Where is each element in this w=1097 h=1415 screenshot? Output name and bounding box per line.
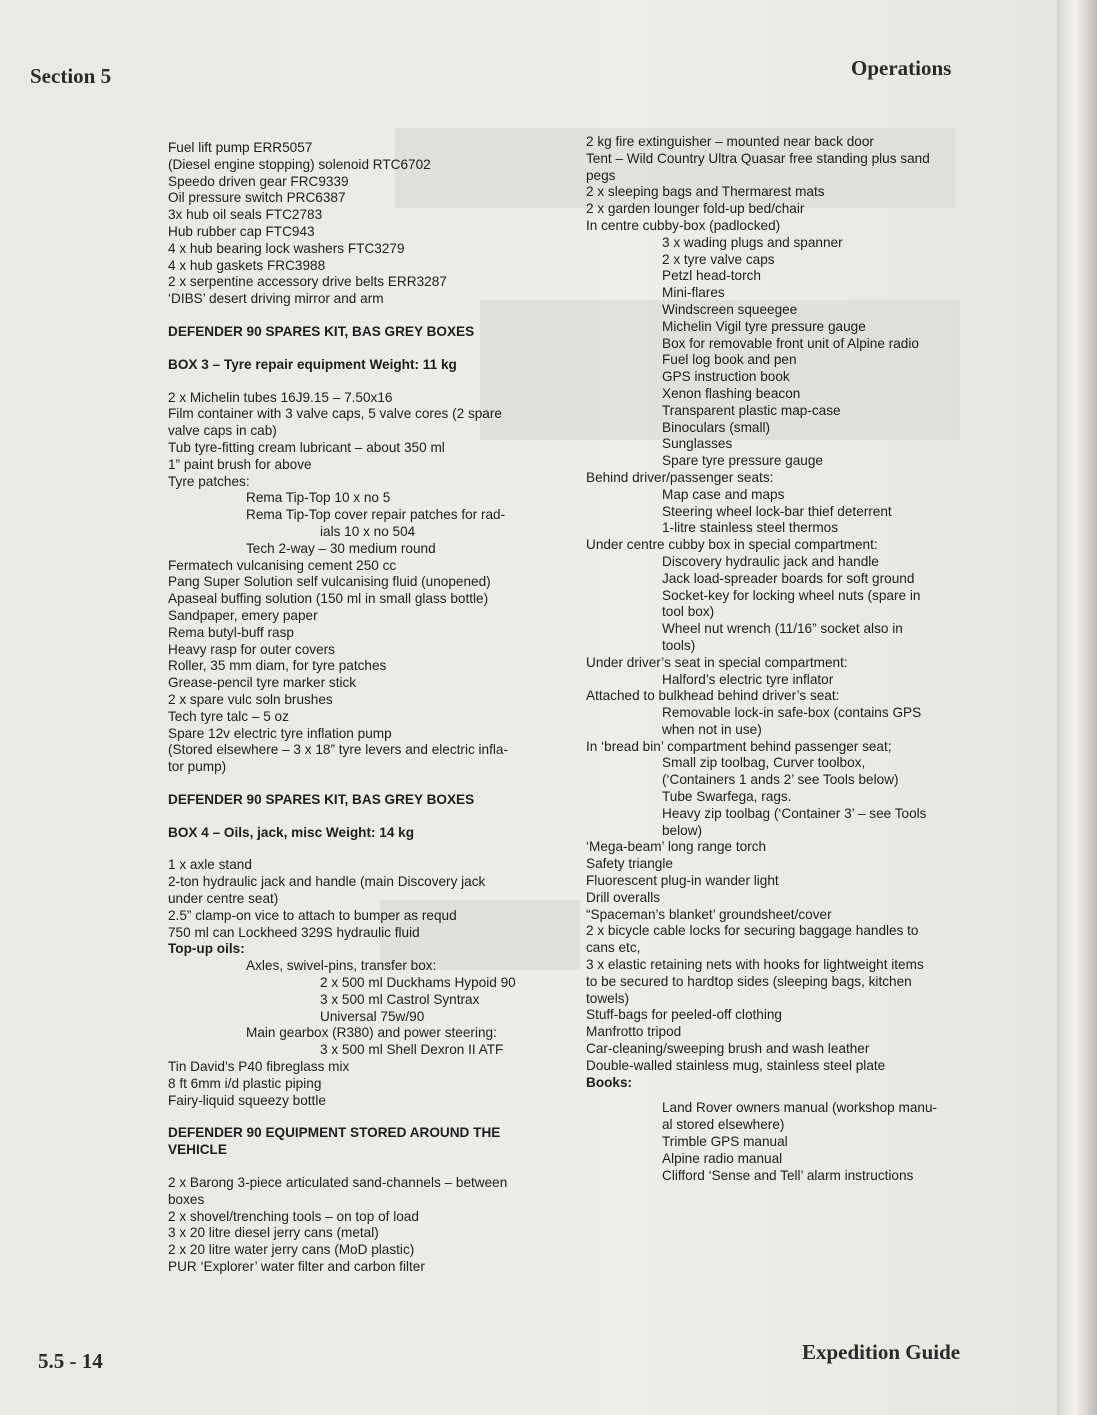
guide-title: Expedition Guide	[802, 1340, 961, 1364]
spacer	[168, 776, 558, 792]
section-heading: VEHICLE	[168, 1142, 227, 1158]
list-item: boxes	[168, 1191, 205, 1207]
list-item: Binoculars (small)	[662, 419, 771, 435]
list-item: 1 x axle stand	[168, 857, 252, 873]
list-item: tool box)	[662, 604, 715, 620]
list-item: 2 x 20 litre water jerry cans (MoD plastic)	[168, 1242, 415, 1258]
list-item: Hub rubber cap FTC943	[168, 223, 315, 239]
list-item: 3 x 500 ml Shell Dexron II ATF	[320, 1042, 504, 1058]
spacer	[168, 809, 558, 825]
spacer	[168, 341, 558, 357]
list-item: 2 x sleeping bags and Thermarest mats	[586, 184, 825, 200]
list-item: Xenon flashing beacon	[662, 385, 801, 401]
list-item: Speedo driven gear FRC9339	[168, 173, 349, 189]
list-item: Tube Swarfega, rags.	[662, 789, 792, 805]
list-item: 2 x serpentine accessory drive belts ERR3287	[168, 274, 447, 290]
list-item: 4 x hub gaskets FRC3988	[168, 257, 326, 273]
list-item: Land Rover owners manual (workshop manu-	[662, 1100, 938, 1116]
list-item: Rema Tip-Top 10 x no 5	[246, 490, 391, 506]
spacer	[168, 1109, 558, 1125]
list-item: Removable lock-in safe-box (contains GPS	[662, 705, 922, 721]
list-item: (‘Containers 1 ands 2’ see Tools below)	[662, 772, 899, 788]
list-item: “Spaceman’s blanket’ groundsheet/cover	[586, 906, 832, 922]
list-item: 750 ml can Lockheed 329S hydraulic fluid	[168, 924, 420, 940]
list-item: Fermatech vulcanising cement 250 cc	[168, 557, 397, 573]
list-item: Roller, 35 mm diam, for tyre patches	[168, 658, 387, 674]
list-item: 2 x tyre valve caps	[662, 251, 775, 267]
list-item: 3 x 500 ml Castrol Syntrax	[320, 991, 480, 1007]
list-item: Mini-flares	[662, 285, 725, 301]
list-item: Petzl head-torch	[662, 268, 761, 284]
list-item: Windscreen squeegee	[662, 301, 798, 317]
list-item: In centre cubby-box (padlocked)	[586, 217, 781, 233]
list-item: Car-cleaning/sweeping brush and wash leather	[586, 1041, 870, 1057]
list-item: (Diesel engine stopping) solenoid RTC6702	[168, 156, 431, 172]
right-column	[586, 134, 971, 1184]
list-item: Stuff-bags for peeled-off clothing	[586, 1007, 782, 1023]
list-item: Oil pressure switch PRC6387	[168, 190, 346, 206]
list-item: Transparent plastic map-case	[662, 402, 841, 418]
list-item: Trimble GPS manual	[662, 1134, 788, 1150]
list-item: Halford’s electric tyre inflator	[662, 671, 834, 687]
list-item: Tin David’s P40 fibreglass mix	[168, 1059, 350, 1075]
list-item: Behind driver/passenger seats:	[586, 469, 774, 485]
list-item: below)	[662, 822, 703, 838]
list-item: Attached to bulkhead behind driver’s seat:	[586, 688, 840, 704]
list-item: Under centre cubby box in special compartment:	[586, 537, 878, 553]
list-item: valve caps in cab)	[168, 423, 277, 439]
list-item: Under driver’s seat in special compartment:	[586, 654, 848, 670]
list-item: Drill overalls	[586, 889, 661, 905]
list-item: Safety triangle	[586, 856, 673, 872]
list-item: GPS instruction book	[662, 369, 790, 385]
list-item: In ‘bread bin’ compartment behind passenger seat;	[586, 738, 892, 754]
list-item: Jack load-spreader boards for soft ground	[662, 570, 915, 586]
list-item: 4 x hub bearing lock washers FTC3279	[168, 240, 405, 256]
list-item: Tent – Wild Country Ultra Quasar free standing plus sand	[586, 150, 930, 166]
list-item: PUR ‘Explorer’ water filter and carbon filter	[168, 1259, 425, 1275]
page-title: Operations	[851, 56, 952, 80]
list-item: pegs	[586, 167, 616, 183]
list-item: tools)	[662, 637, 696, 653]
list-item: 1-litre stainless steel thermos	[662, 520, 839, 536]
list-item: ‘DIBS’ desert driving mirror and arm	[168, 291, 384, 307]
list-item: Heavy rasp for outer covers	[168, 641, 335, 657]
list-item: Fluorescent plug-in wander light	[586, 873, 779, 889]
spacer	[168, 841, 558, 857]
list-item: 1” paint brush for above	[168, 456, 312, 472]
list-item: Spare 12v electric tyre inflation pump	[168, 725, 392, 741]
list-item: 2 x garden lounger fold-up bed/chair	[586, 201, 805, 217]
list-item: Double-walled stainless mug, stainless steel plate	[586, 1057, 886, 1073]
section-heading: Top-up oils:	[168, 941, 245, 957]
spacer	[586, 1091, 971, 1100]
list-item: Sandpaper, emery paper	[168, 607, 318, 623]
list-item: Michelin Vigil tyre pressure gauge	[662, 318, 866, 334]
list-item: towels)	[586, 990, 630, 1006]
list-item: Tyre patches:	[168, 473, 250, 489]
section-label: Section 5	[30, 64, 112, 88]
list-item: 2-ton hydraulic jack and handle (main Discovery jack	[168, 874, 486, 890]
spacer	[168, 374, 558, 390]
list-item: Tub tyre-fitting cream lubricant – about 350 ml	[168, 439, 445, 455]
section-heading: BOX 4 – Oils, jack, misc Weight: 14 kg	[168, 824, 415, 840]
list-item: 3 x elastic retaining nets with hooks for lightweight items	[586, 957, 924, 973]
section-heading: DEFENDER 90 SPARES KIT, BAS GREY BOXES	[168, 791, 475, 807]
list-item: 8 ft 6mm i/d plastic piping	[168, 1075, 322, 1091]
page-number: 5.5 - 14	[38, 1349, 103, 1373]
section-heading: Books:	[586, 1074, 633, 1090]
list-item: Alpine radio manual	[662, 1150, 783, 1166]
list-item: Axles, swivel-pins, transfer box:	[246, 958, 437, 974]
list-item: Fuel log book and pen	[662, 352, 797, 368]
list-item: to be secured to hardtop sides (sleeping bags, kitchen	[586, 973, 912, 989]
list-item: Tech tyre talc – 5 oz	[168, 708, 289, 724]
list-item: 2 x Barong 3-piece articulated sand-channels – between	[168, 1175, 508, 1191]
list-item: 2 x shovel/trenching tools – on top of load	[168, 1208, 419, 1224]
list-item: Universal 75w/90	[320, 1008, 425, 1024]
list-item: Main gearbox (R380) and power steering:	[246, 1025, 497, 1041]
spacer	[168, 1159, 558, 1175]
list-item: Rema Tip-Top cover repair patches for rad-	[246, 507, 506, 523]
list-item: tor pump)	[168, 759, 227, 775]
list-item: Sunglasses	[662, 436, 733, 452]
list-item: Rema butyl-buff rasp	[168, 624, 294, 640]
list-item: ials 10 x no 504	[320, 523, 416, 539]
list-item: Fairy-liquid squeezy bottle	[168, 1092, 326, 1108]
list-item: 2 x spare vulc soln brushes	[168, 691, 333, 707]
list-item: 3 x wading plugs and spanner	[662, 234, 843, 250]
list-item: (Stored elsewhere – 3 x 18” tyre levers and electric infla-	[168, 742, 508, 758]
list-item: 3x hub oil seals FTC2783	[168, 207, 323, 223]
section-heading: DEFENDER 90 EQUIPMENT STORED AROUND THE	[168, 1125, 501, 1141]
list-item: 2 x 500 ml Duckhams Hypoid 90	[320, 975, 516, 991]
list-item: Pang Super Solution self vulcanising fluid (unopened)	[168, 574, 491, 590]
list-item: ‘Mega-beam’ long range torch	[586, 839, 767, 855]
list-item: Film container with 3 valve caps, 5 valve cores (2 spare	[168, 406, 502, 422]
list-item: Clifford ‘Sense and Tell’ alarm instructions	[662, 1167, 914, 1183]
list-item: Grease-pencil tyre marker stick	[168, 675, 357, 691]
spacer	[168, 308, 558, 324]
list-item: 2 kg fire extinguisher – mounted near back door	[586, 134, 874, 149]
list-item: Steering wheel lock-bar thief deterrent	[662, 503, 892, 519]
list-item: Spare tyre pressure gauge	[662, 453, 823, 469]
list-item: Wheel nut wrench (11/16” socket also in	[662, 621, 903, 637]
list-item: Box for removable front unit of Alpine radio	[662, 335, 919, 351]
book-binding	[1057, 0, 1097, 1415]
list-item: 3 x 20 litre diesel jerry cans (metal)	[168, 1225, 379, 1241]
list-item: when not in use)	[662, 721, 762, 737]
left-column	[168, 140, 558, 1276]
list-item: al stored elsewhere)	[662, 1117, 785, 1133]
list-item: under centre seat)	[168, 891, 279, 907]
section-heading: BOX 3 – Tyre repair equipment Weight: 11 kg	[168, 356, 457, 372]
list-item: Fuel lift pump ERR5057	[168, 140, 313, 155]
list-item: cans etc,	[586, 940, 641, 956]
list-item: Socket-key for locking wheel nuts (spare in	[662, 587, 921, 603]
section-heading: DEFENDER 90 SPARES KIT, BAS GREY BOXES	[168, 323, 475, 339]
list-item: 2.5” clamp-on vice to attach to bumper as requd	[168, 907, 457, 923]
list-item: Map case and maps	[662, 486, 785, 502]
list-item: Discovery hydraulic jack and handle	[662, 553, 879, 569]
list-item: Heavy zip toolbag (‘Container 3’ – see Tools	[662, 805, 927, 821]
list-item: Small zip toolbag, Curver toolbox,	[662, 755, 866, 771]
list-item: 2 x Michelin tubes 16J9.15 – 7.50x16	[168, 389, 393, 405]
list-item: Apaseal buffing solution (150 ml in small glass bottle)	[168, 591, 489, 607]
list-item: 2 x bicycle cable locks for securing baggage handles to	[586, 923, 919, 939]
list-item: Manfrotto tripod	[586, 1024, 682, 1040]
list-item: Tech 2-way – 30 medium round	[246, 540, 436, 556]
